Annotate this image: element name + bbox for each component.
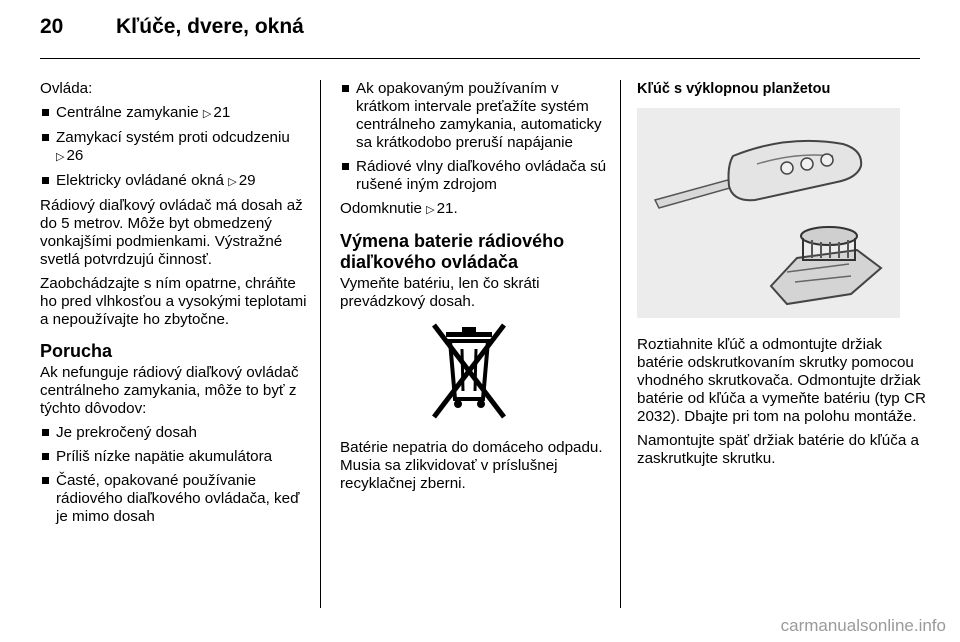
page-number: 20 <box>40 15 64 38</box>
column-2 <box>340 80 608 499</box>
reassembly-paragraph: Namontujte späť držiak batérie do kľúča a zaskrutkujte skrutku. <box>637 432 919 467</box>
list-item: Rádiové vlny diaľkového ovládača sú rušené iným zdrojom <box>340 158 608 194</box>
triangle-icon: ▷ <box>202 108 212 120</box>
list-item: Ak opakovaným používaním v krátkom intervale preťažíte systém centrálneho zamykania, automaticky sa krátkodobo preruší napájanie <box>340 80 608 152</box>
list-item: Elektricky ovládané okná ▷ 29 <box>40 172 315 191</box>
triangle-icon: ▷ <box>228 176 237 188</box>
page-header <box>40 15 304 49</box>
cross-reference-link[interactable]: ▷ 26 <box>56 147 84 164</box>
fault-list <box>40 424 315 526</box>
column-divider <box>320 80 321 608</box>
section-heading-battery: Výmena baterie rádiového diaľkového ovládača <box>340 231 565 272</box>
fault-paragraph: Ak nefunguje rádiový diaľkový ovládač centrálneho zamykania, môže to byť z týchto dôvodov: <box>40 364 299 417</box>
disassembly-paragraph: Roztiahnite kľúč a odmontujte držiak batérie odskrutkovaním skrutky pomocou vhodného skrutkovača. Odmontujte držiak batérie od kľúča a vymeňte batériu (typ CR 2032). Dbajte pri tom na polohu montáže. <box>637 336 926 425</box>
cross-reference-link[interactable]: ▷ 21 <box>202 104 231 121</box>
key-battery-illustration <box>637 108 900 318</box>
column-1 <box>40 80 315 532</box>
column-divider <box>620 80 621 608</box>
list-item: Je prekročený dosah <box>40 424 315 442</box>
list-item: Centrálne zamykanie ▷ 21 <box>40 104 315 123</box>
unlock-paragraph: Odomknutie ▷ 21. <box>340 200 458 217</box>
cross-reference-link[interactable]: ▷ 29 <box>228 172 256 189</box>
column-3 <box>637 80 927 474</box>
list-item: Príliš nízke napätie akumulátora <box>40 448 315 466</box>
section-heading-key: Kľúč s výklopnou planžetou <box>637 81 831 97</box>
controls-intro: Ovláda: <box>40 80 93 97</box>
triangle-icon: ▷ <box>56 151 65 163</box>
range-paragraph: Rádiový diaľkový ovládač má dosah až do 5 metrov. Môže byt obmedzený vonkajšími podmienkami. Výstražné svetlá potvrdzujú činnosť. <box>40 197 303 268</box>
header-rule <box>40 58 920 59</box>
page-title: Kľúče, dvere, okná <box>116 15 304 38</box>
list-item: Zamykací systém proti odcudzeniu ▷ 26 <box>40 129 315 166</box>
section-heading-fault: Porucha <box>40 341 113 361</box>
triangle-icon: ▷ <box>426 204 435 216</box>
watermark: carmanualsonline.info <box>780 616 946 635</box>
crossed-out-bin-icon <box>426 321 512 421</box>
battery-paragraph: Vymeňte batériu, len čo skráti prevádzkový dosah. <box>340 275 540 310</box>
disposal-paragraph: Batérie nepatria do domáceho odpadu. Musia sa zlikvidovať v príslušnej recyklačnej zberni. <box>340 439 603 492</box>
list-item: Časté, opakované používanie rádiového diaľkového ovládača, keď je mimo dosah <box>40 472 315 526</box>
cross-reference-link[interactable]: ▷ 21. <box>426 200 458 217</box>
controls-list <box>40 104 315 191</box>
fault-list-continued <box>340 80 608 194</box>
care-paragraph: Zaobchádzajte s ním opatrne, chráňte ho pred vlhkosťou a vysokými teplotami a nepoužívajte ho zbytočne. <box>40 275 307 328</box>
